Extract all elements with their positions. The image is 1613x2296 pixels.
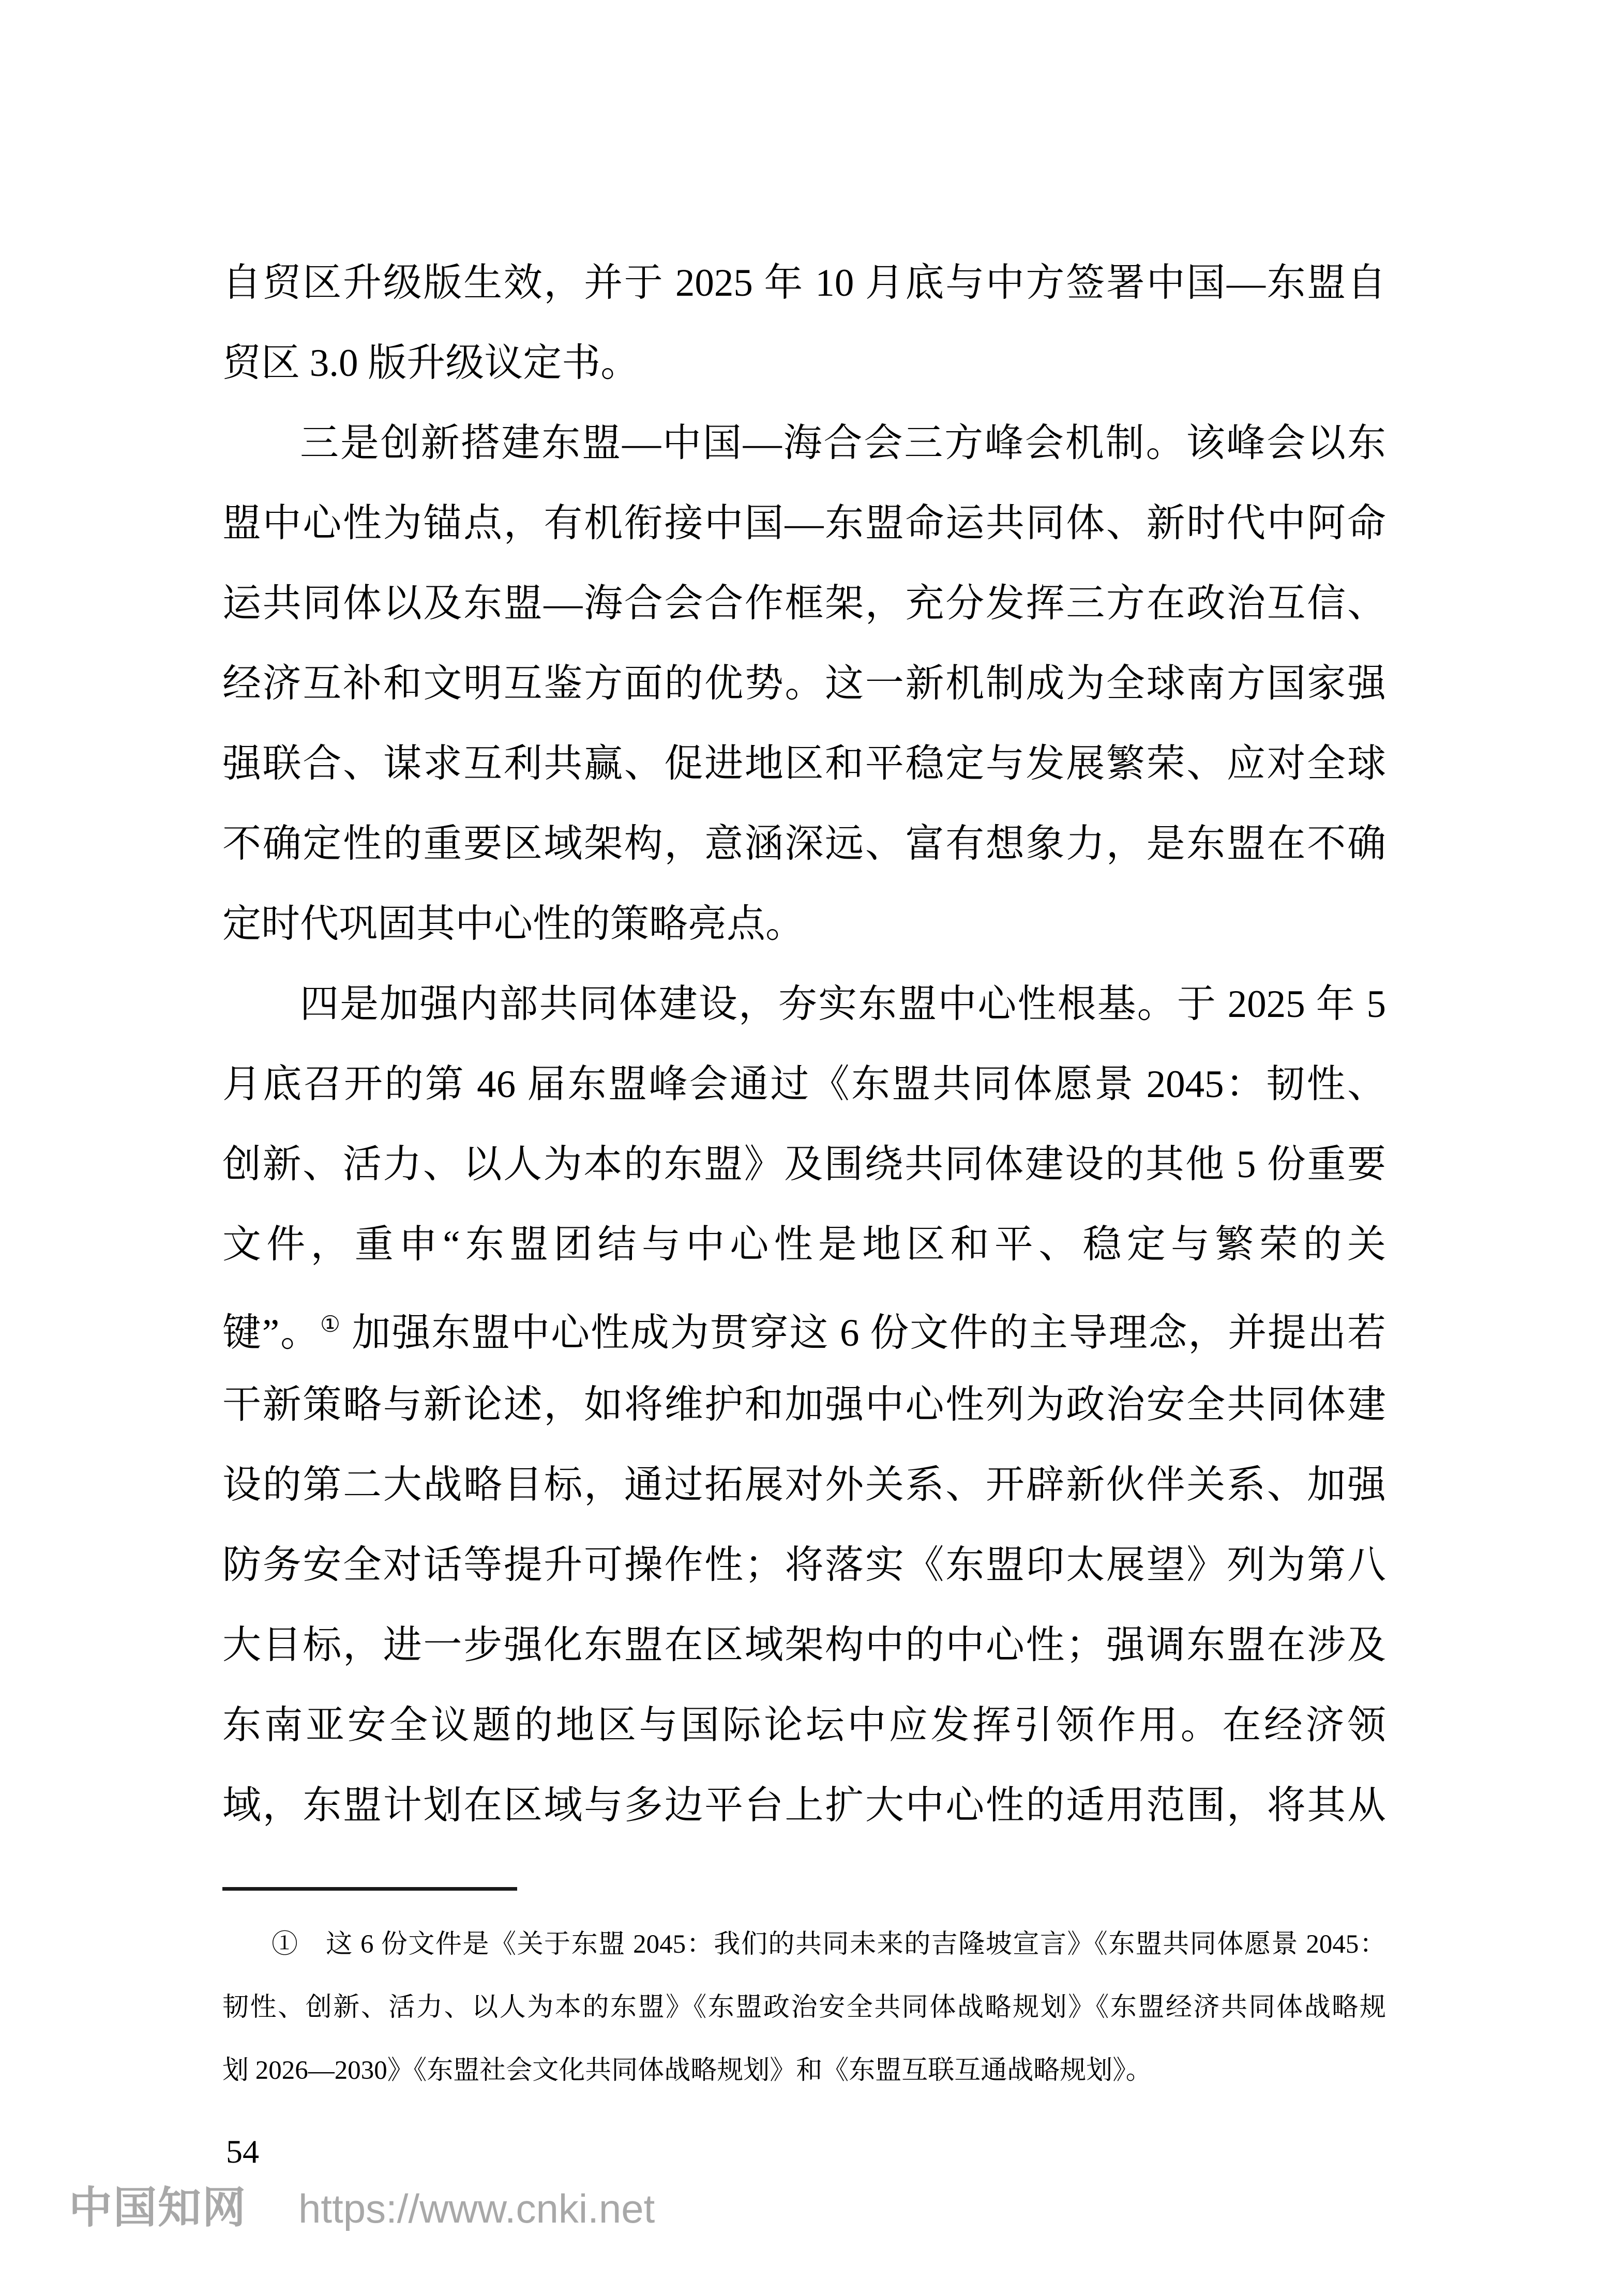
body-line: 东南亚安全议题的地区与国际论坛中应发挥引领作用。在经济领 xyxy=(222,1704,1386,1747)
body-text xyxy=(222,243,1386,1846)
footnote xyxy=(222,1913,1386,2102)
cnki-watermark-url: https://www.cnki.net xyxy=(298,2186,655,2231)
body-line: 大目标，进一步强化东盟在区域架构中的中心性；强调东盟在涉及 xyxy=(222,1624,1386,1667)
page-number: 54 xyxy=(226,2133,259,2170)
body-line: 设的第二大战略目标，通过拓展对外关系、开辟新伙伴关系、加强 xyxy=(222,1464,1386,1507)
body-line: 贸区 3.0 版升级议定书。 xyxy=(222,342,640,385)
body-line: 定时代巩固其中心性的策略亮点。 xyxy=(222,903,805,946)
footnote-line: ① 这 6 份文件是《关于东盟 2045：我们的共同未来的吉隆坡宣言》《东盟共同体愿景 2045： xyxy=(272,1930,1386,1959)
body-line: 域，东盟计划在区域与多边平台上扩大中心性的适用范围，将其从 xyxy=(222,1784,1386,1827)
body-line: 不确定性的重要区域架构，意涵深远、富有想象力，是东盟在不确 xyxy=(222,823,1386,865)
footnote-ref-mark: ① xyxy=(320,1312,341,1337)
body-line: 自贸区升级版生效，并于 2025 年 10 月底与中方签署中国—东盟自 xyxy=(222,262,1386,305)
footnote-separator xyxy=(222,1887,517,1891)
body-line: 四是加强内部共同体建设，夯实东盟中心性根基。于 2025 年 5 xyxy=(300,983,1386,1026)
body-line: 经济互补和文明互鉴方面的优势。这一新机制成为全球南方国家强 xyxy=(222,662,1386,705)
body-line: 运共同体以及东盟—海合会合作框架，充分发挥三方在政治互信、 xyxy=(222,582,1386,625)
cnki-watermark xyxy=(69,2182,655,2234)
body-line: 强联合、谋求互利共赢、促进地区和平稳定与发展繁荣、应对全球 xyxy=(222,742,1386,785)
body-line: 键”。① 加强东盟中心性成为贯穿这 6 份文件的主导理念，并提出若 xyxy=(222,1311,1386,1355)
cnki-watermark-brand: 中国知网 xyxy=(69,2183,247,2232)
body-line: 防务安全对话等提升可操作性；将落实《东盟印太展望》列为第八 xyxy=(222,1544,1386,1587)
body-line: 干新策略与新论述，如将维护和加强中心性列为政治安全共同体建 xyxy=(222,1383,1386,1426)
body-line: 三是创新搭建东盟—中国—海合会三方峰会机制。该峰会以东 xyxy=(300,422,1386,465)
footnote-line: 韧性、创新、活力、以人为本的东盟》《东盟政治安全共同体战略规划》《东盟经济共同体战略规 xyxy=(222,1993,1386,2022)
footnote-line: 划 2026—2030》《东盟社会文化共同体战略规划》和《东盟互联互通战略规划》。 xyxy=(222,2056,1152,2085)
body-line: 创新、活力、以人为本的东盟》及围绕共同体建设的其他 5 份重要 xyxy=(222,1143,1386,1186)
body-line: 盟中心性为锚点，有机衔接中国—东盟命运共同体、新时代中阿命 xyxy=(222,502,1386,545)
body-line: 月底召开的第 46 届东盟峰会通过《东盟共同体愿景 2045：韧性、 xyxy=(222,1063,1386,1106)
body-line: 文件，重申“东盟团结与中心性是地区和平、稳定与繁荣的关 xyxy=(222,1223,1386,1266)
